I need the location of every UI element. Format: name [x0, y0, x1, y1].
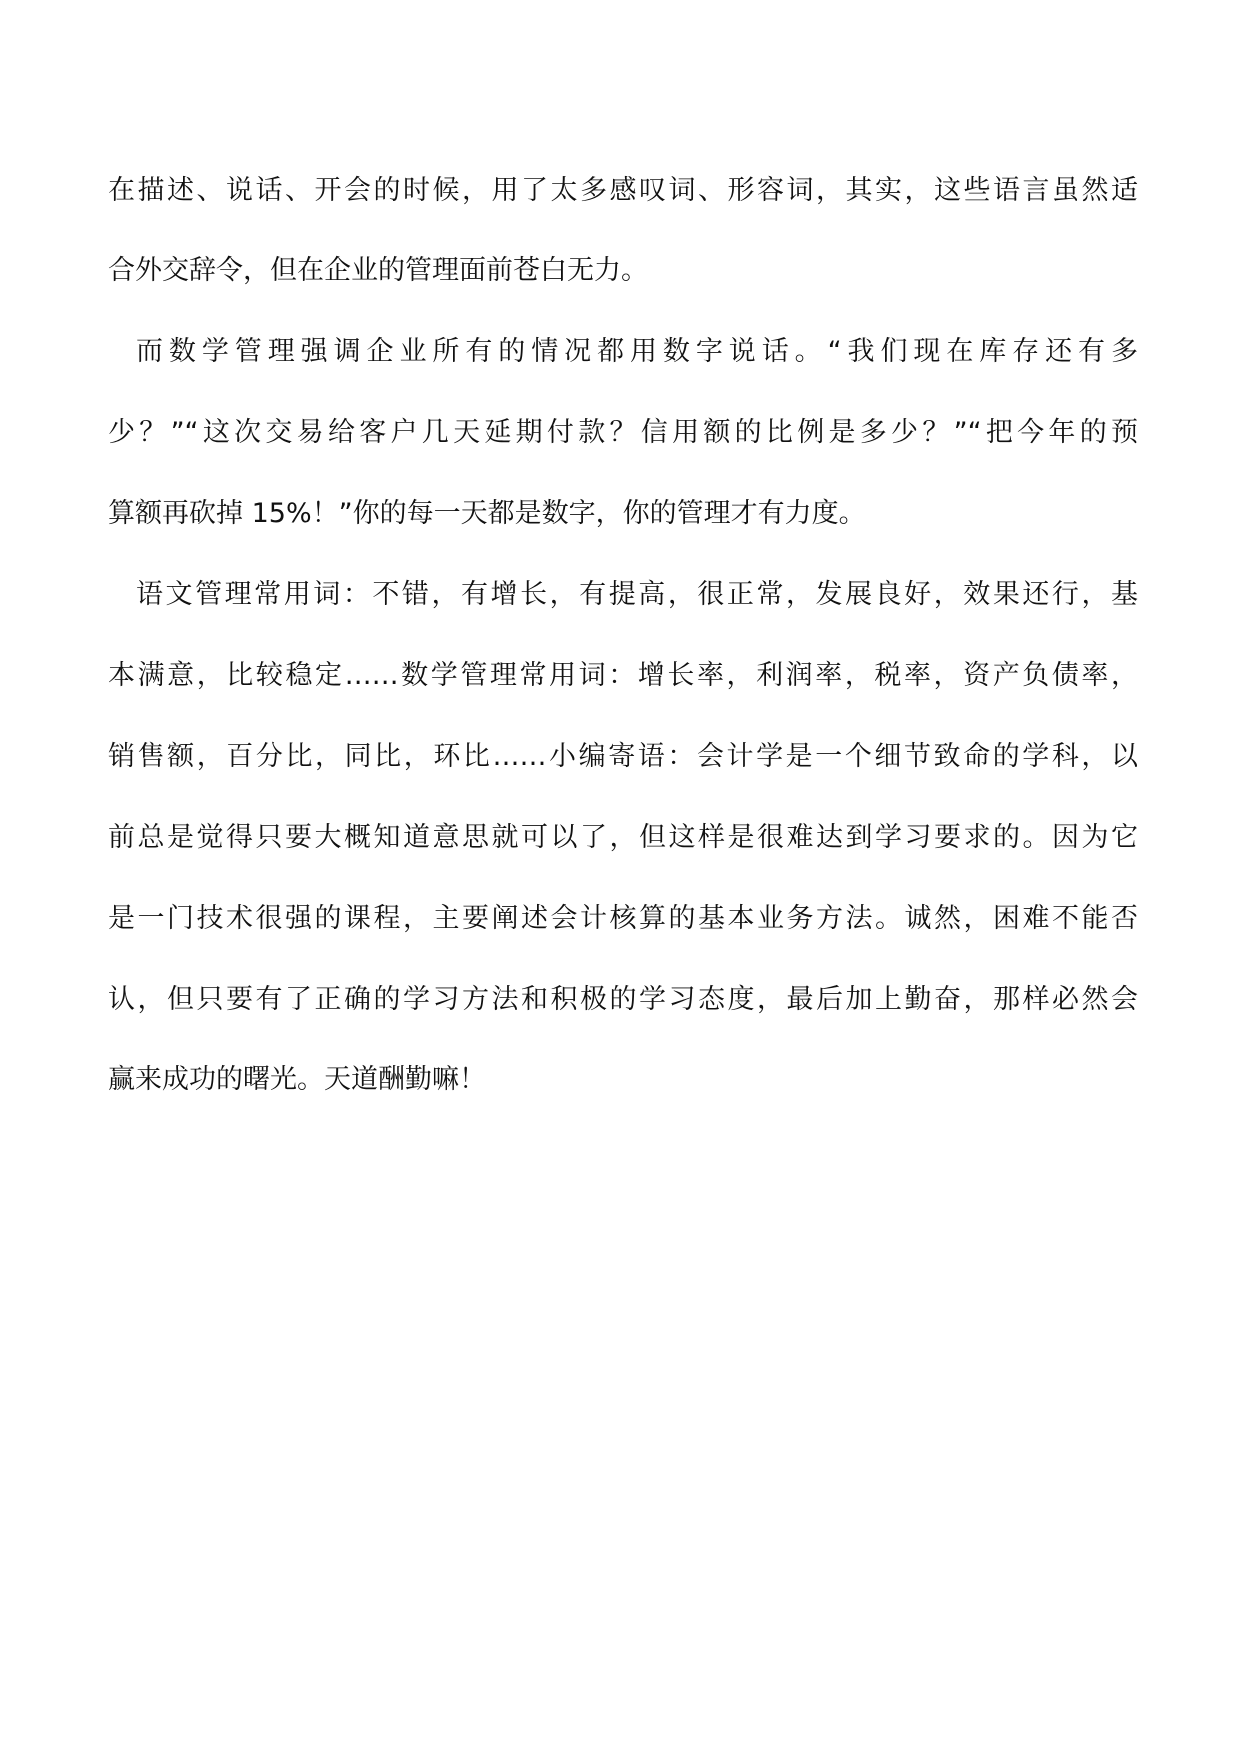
text-line: 赢来成功的曙光。天道酬勤嘛！: [108, 1064, 486, 1095]
text-line: 算额再砍掉 15%！”你的每一天都是数字，你的管理才有力度。: [108, 498, 866, 529]
text-line: 本满意，比较稳定……数学管理常用词：增长率，利润率，税率，资产负债率，: [108, 660, 1138, 691]
text-line: 前总是觉得只要大概知道意思就可以了，但这样是很难达到学习要求的。因为它: [108, 822, 1138, 853]
text-line: 是一门技术很强的课程，主要阐述会计核算的基本业务方法。诚然，困难不能否: [108, 903, 1138, 934]
text-line: 认，但只要有了正确的学习方法和积极的学习态度，最后加上勤奋，那样必然会: [108, 984, 1138, 1015]
text-line: 在描述、说话、开会的时候，用了太多感叹词、形容词，其实，这些语言虽然适: [108, 175, 1138, 206]
text-line: 而数学管理强调企业所有的情况都用数字说话。“我们现在库存还有多: [136, 336, 1138, 367]
text-line: 合外交辞令，但在企业的管理面前苍白无力。: [108, 255, 648, 286]
text-line: 销售额，百分比，同比，环比……小编寄语：会计学是一个细节致命的学科，以: [108, 741, 1138, 772]
text-line: 语文管理常用词：不错，有增长，有提高，很正常，发展良好，效果还行，基: [136, 579, 1138, 610]
text-line: 少？”“这次交易给客户几天延期付款？信用额的比例是多少？”“把今年的预: [108, 417, 1138, 448]
